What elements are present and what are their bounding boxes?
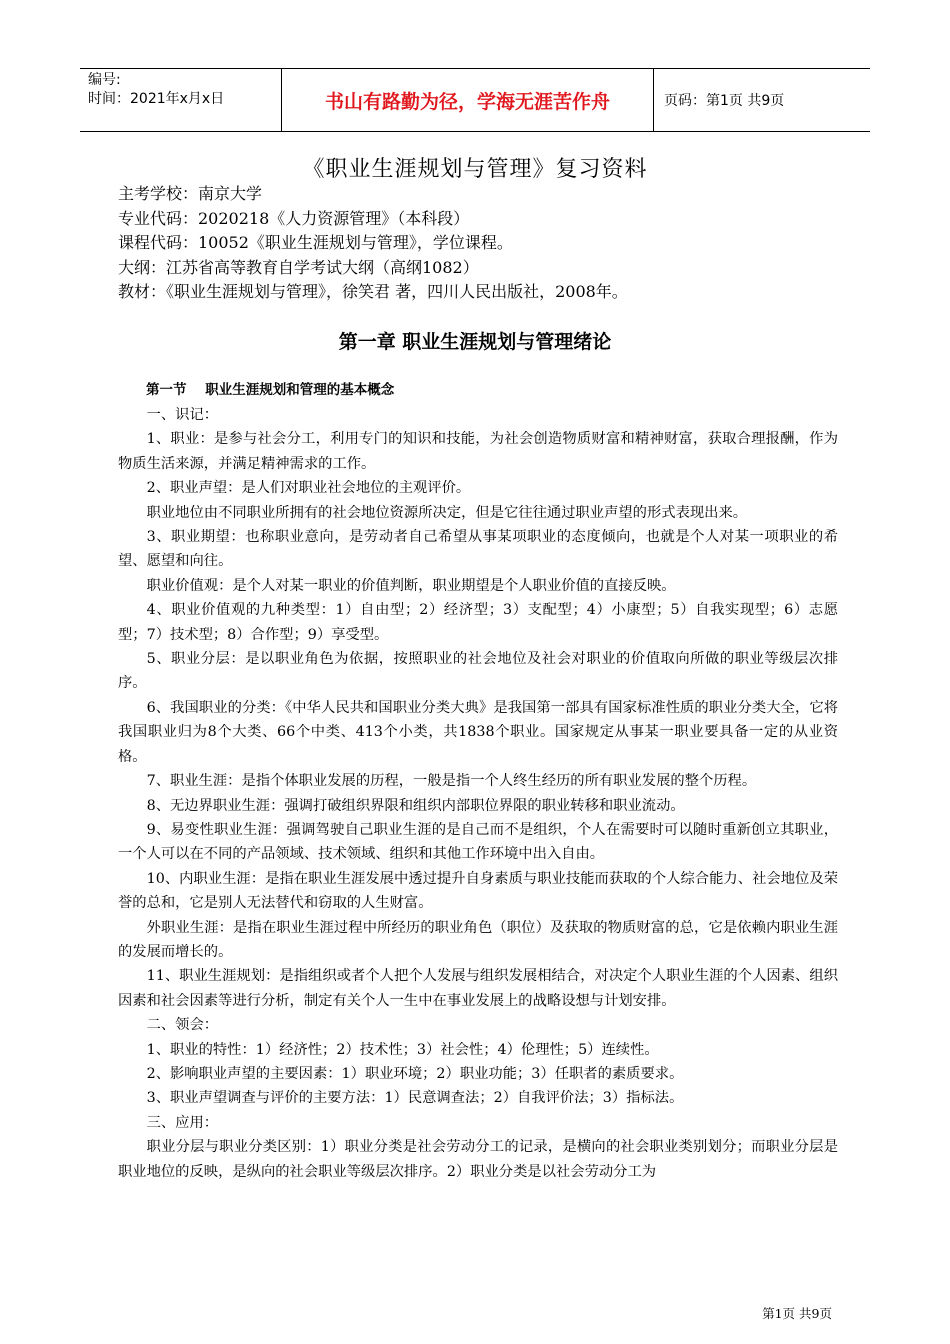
paragraph: 1、职业的特性：1）经济性；2）技术性；3）社会性；4）伦理性；5）连续性。 [146,1041,659,1058]
header-motto: 书山有路勤为径，学海无涯苦作舟 [282,69,654,131]
subheading-memorize: 一、识记： [146,407,219,423]
paragraph: 3、职业声望调查与评价的主要方法：1）民意调查法；2）自我评价法；3）指标法。 [146,1090,684,1107]
paragraph: 5、职业分层：是以职业角色为依据，按照职业的社会地位及社会对职业的价值取向所做的职业等级层次排序。 [118,651,838,692]
meta-exam-school: 主考学校：南京大学 [118,184,263,203]
document-number-label: 编号: [88,72,121,88]
paragraph: 7、职业生涯：是指个体职业发展的历程，一般是指一个人终生经历的所有职业发展的整个历程。 [146,773,757,790]
header-page-number: 页码：第1页 共9页 [664,93,785,109]
header-info-cell [80,69,282,131]
subheading-understand: 二、领会： [146,1017,219,1034]
paragraph: 2、影响职业声望的主要因素：1）职业环境；2）职业功能；3）任职者的素质要求。 [146,1065,684,1082]
meta-syllabus: 大纲：江苏省高等教育自学考试大纲（高纲1082） [118,257,479,277]
paragraph: 1、职业：是参与社会分工，利用专门的知识和技能，为社会创造物质财富和精神财富，获取合理报酬，作为物质生活来源，并满足精神需求的工作。 [118,431,838,472]
meta-course-code: 课程代码：10052《职业生涯规划与管理》，学位课程。 [118,233,513,252]
paragraph: 10、内职业生涯：是指在职业生涯发展中透过提升自身素质与职业技能而获取的个人综合能力、社会地位及荣誉的总和，它是别人无法替代和窃取的人生财富。 [118,870,838,912]
paragraph: 职业分层与职业分类区别：1）职业分类是社会劳动分工的记录，是横向的社会职业类别划分；而职业分层是职业地位的反映，是纵向的社会职业等级层次排序。2）职业分类是以社会劳动分工为 [118,1139,838,1180]
paragraph: 外职业生涯：是指在职业生涯过程中所经历的职业角色（职位）及获取的物质财富的总，它是依赖内职业生涯的发展而增长的。 [118,919,838,960]
paragraph: 职业地位由不同职业所拥有的社会地位资源所决定，但是它往往通过职业声望的形式表现出来。 [146,504,748,521]
chapter-heading: 第一章 职业生涯规划与管理绪论 [338,331,612,353]
section-heading: 第一节 职业生涯规划和管理的基本概念 [146,382,395,398]
paragraph: 职业价值观：是个人对某一职业的价值判断，职业期望是个人职业价值的直接反映。 [146,577,676,594]
meta-textbook: 教材：《职业生涯规划与管理》，徐笑君 著，四川人民出版社，2008年。 [118,282,628,301]
paragraph: 9、易变性职业生涯：强调驾驶自己职业生涯的是自己而不是组织，个人在需要时可以随时重新创立其职业，一个人可以在不同的产品领域、技术领域、组织和其他工作环境中出入自由。 [118,821,838,863]
paragraph: 6、我国职业的分类：《中华人民共和国职业分类大典》是我国第一部具有国家标准性质的职业分类大全，它将我国职业归为8个大类、66个中类、413个小类，共1838个职业。国家规定从事某一职业要具备一定的从业资格。 [118,699,838,765]
document-title: 《职业生涯规划与管理》复习资料 [302,157,648,182]
meta-major-code: 专业代码：2020218《人力资源管理》（本科段） [118,208,470,228]
paragraph: 8、无边界职业生涯：强调打破组织界限和组织内部职位界限的职业转移和职业流动。 [146,797,685,814]
subheading-apply: 三、应用： [146,1114,219,1131]
paragraph: 2、职业声望：是人们对职业社会地位的主观评价。 [146,480,471,497]
page-footer-number: 第1页 共9页 [762,1306,832,1321]
document-meta [118,182,628,305]
document-date-label: 时间：2021年x月x日 [88,91,225,107]
paragraph: 4、职业价值观的九种类型：1）自由型；2）经济型；3）支配型；4）小康型；5）自我实现型；6）志愿型；7）技术型；8）合作型；9）享受型。 [118,602,838,643]
page-header [80,68,870,132]
paragraph: 3、职业期望：也称职业意向，是劳动者自己希望从事某项职业的态度倾向，也就是个人对某一项职业的希望、愿望和向往。 [118,529,838,570]
paragraph: 11、职业生涯规划：是指组织或者个人把个人发展与组织发展相结合，对决定个人职业生涯的个人因素、组织因素和社会因素等进行分析，制定有关个人一生中在事业发展上的战略设想与计划安排。 [118,968,838,1009]
document-body [118,403,838,1184]
